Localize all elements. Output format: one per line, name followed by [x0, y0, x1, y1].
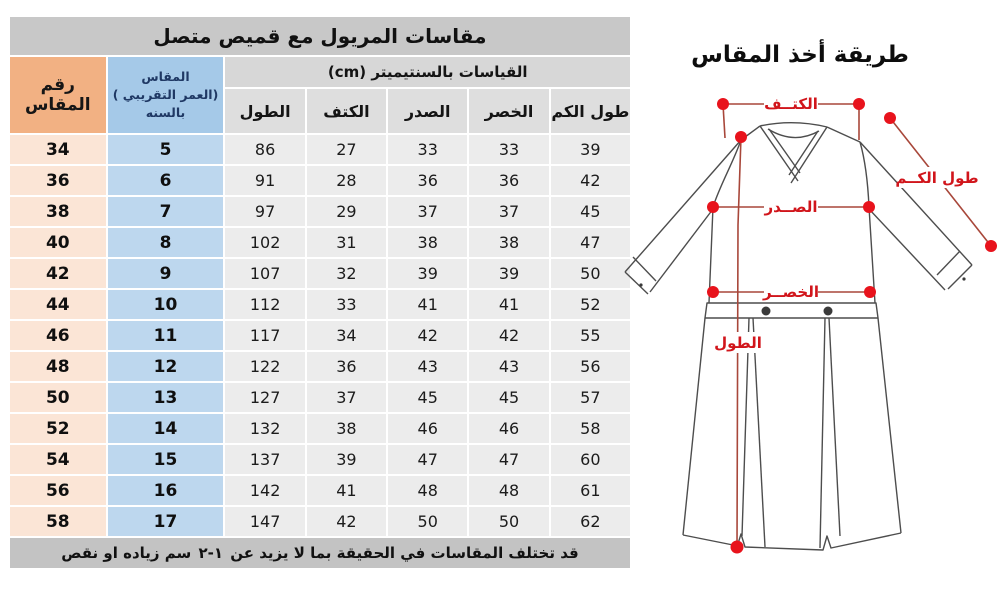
measurement-cell: 45 [469, 383, 548, 412]
measurement-cell: 28 [307, 166, 386, 195]
size-number-cell: 48 [10, 352, 106, 381]
size-number-cell: 46 [10, 321, 106, 350]
measurement-cell: 117 [225, 321, 304, 350]
size-table [8, 15, 632, 570]
measurement-cell: 50 [551, 259, 630, 288]
measurement-cell: 38 [388, 228, 467, 257]
measurement-cell: 147 [225, 507, 304, 536]
measurement-cell: 86 [225, 135, 304, 164]
measurement-cell: 39 [551, 135, 630, 164]
age-cell: 13 [108, 383, 224, 412]
size-number-cell: 58 [10, 507, 106, 536]
table-row [10, 321, 630, 350]
footnote-before: قد تختلف المقاسات في الحقيقة بما لا يزيد عن [225, 544, 579, 562]
size-number-cell: 52 [10, 414, 106, 443]
age-header [108, 57, 224, 133]
measurement-cell: 39 [388, 259, 467, 288]
size-table-section [8, 15, 634, 570]
table-row [10, 352, 630, 381]
measurement-cell: 42 [551, 166, 630, 195]
measurement-cell: 37 [388, 197, 467, 226]
measurement-cell: 60 [551, 445, 630, 474]
label-backplates [716, 94, 979, 353]
measurement-diagram [620, 0, 1000, 589]
measurement-cell: 46 [469, 414, 548, 443]
garment-diagram-svg [620, 85, 1000, 589]
measurement-cell: 122 [225, 352, 304, 381]
measurement-cell: 47 [551, 228, 630, 257]
age-header-line3: بالسنه [145, 105, 186, 121]
measurement-cell: 97 [225, 197, 304, 226]
measurement-cell: 31 [307, 228, 386, 257]
measurement-cell: 27 [307, 135, 386, 164]
footnote-after: سم زياده او نقص [61, 544, 197, 562]
measurement-cell: 34 [307, 321, 386, 350]
size-number-cell: 56 [10, 476, 106, 505]
size-number-cell: 40 [10, 228, 106, 257]
age-header-line2: (العمر التقريبي ) [112, 86, 219, 102]
measurement-cell: 47 [469, 445, 548, 474]
measure-dots [707, 98, 997, 554]
age-cell: 15 [108, 445, 224, 474]
measurement-cell: 42 [388, 321, 467, 350]
age-cell: 10 [108, 290, 224, 319]
age-cell: 5 [108, 135, 224, 164]
measurement-cell: 61 [551, 476, 630, 505]
measurement-cell: 62 [551, 507, 630, 536]
measurement-cell: 46 [388, 414, 467, 443]
table-row [10, 476, 630, 505]
table-row [10, 414, 630, 443]
measurement-cell: 50 [388, 507, 467, 536]
table-row [10, 228, 630, 257]
size-number-cell: 38 [10, 197, 106, 226]
measurement-cell: 132 [225, 414, 304, 443]
age-cell: 14 [108, 414, 224, 443]
col-header-waist: الخصر [469, 89, 548, 133]
measurement-cell: 43 [469, 352, 548, 381]
table-row [10, 383, 630, 412]
measurement-cell: 36 [307, 352, 386, 381]
size-number-cell: 42 [10, 259, 106, 288]
measurement-cell: 32 [307, 259, 386, 288]
measurement-cell: 47 [388, 445, 467, 474]
measurement-cell: 107 [225, 259, 304, 288]
measurement-cell: 137 [225, 445, 304, 474]
col-header-length: الطول [225, 89, 304, 133]
sleeve-length-label: طول الكــم [895, 169, 979, 187]
measurement-cell: 142 [225, 476, 304, 505]
table-row [10, 445, 630, 474]
col-header-sleeve: طول الكم [551, 89, 630, 133]
size-number-cell: 36 [10, 166, 106, 195]
measurement-cell: 50 [469, 507, 548, 536]
measurement-cell: 38 [307, 414, 386, 443]
age-cell: 16 [108, 476, 224, 505]
age-cell: 8 [108, 228, 224, 257]
measurement-cell: 33 [307, 290, 386, 319]
table-row [10, 290, 630, 319]
col-header-chest: الصدر [388, 89, 467, 133]
table-row [10, 166, 630, 195]
measurement-cell: 45 [551, 197, 630, 226]
diagram-title: طريقة أخذ المقاس [691, 42, 909, 68]
cm-units-header: القياسات بالسنتيميتر (cm) [225, 57, 630, 87]
measurement-cell: 55 [551, 321, 630, 350]
measurement-cell: 91 [225, 166, 304, 195]
footnote-range: ١-٢ [198, 544, 224, 562]
table-title: مقاسات المريول مع قميص متصل [10, 17, 630, 55]
measurement-cell: 41 [388, 290, 467, 319]
measurement-cell: 39 [307, 445, 386, 474]
size-number-cell: 54 [10, 445, 106, 474]
measurement-cell: 112 [225, 290, 304, 319]
col-header-shoulder: الكتف [307, 89, 386, 133]
age-header-line1: المقاس [141, 68, 190, 84]
measurement-cell: 102 [225, 228, 304, 257]
measurement-cell: 127 [225, 383, 304, 412]
measurement-cell: 48 [388, 476, 467, 505]
measurement-cell: 58 [551, 414, 630, 443]
age-cell: 12 [108, 352, 224, 381]
size-table-body [10, 135, 630, 536]
measurement-cell: 48 [469, 476, 548, 505]
measurement-cell: 36 [469, 166, 548, 195]
size-number-cell: 34 [10, 135, 106, 164]
measurement-cell: 42 [469, 321, 548, 350]
measurement-cell: 41 [469, 290, 548, 319]
table-row [10, 259, 630, 288]
measurement-cell: 33 [469, 135, 548, 164]
age-cell: 17 [108, 507, 224, 536]
footnote [10, 538, 630, 568]
measurement-cell: 29 [307, 197, 386, 226]
waist-label: الخصــر [763, 283, 819, 301]
table-row [10, 135, 630, 164]
measurement-cell: 36 [388, 166, 467, 195]
measurement-cell: 33 [388, 135, 467, 164]
size-number-cell: 50 [10, 383, 106, 412]
chest-label: الصــدر [764, 198, 818, 216]
measurement-cell: 56 [551, 352, 630, 381]
measurement-cell: 38 [469, 228, 548, 257]
age-cell: 6 [108, 166, 224, 195]
age-cell: 11 [108, 321, 224, 350]
length-label: الطول [714, 334, 762, 352]
measurement-cell: 52 [551, 290, 630, 319]
measurement-cell: 42 [307, 507, 386, 536]
age-cell: 9 [108, 259, 224, 288]
table-row [10, 507, 630, 536]
measurement-cell: 57 [551, 383, 630, 412]
measurement-cell: 45 [388, 383, 467, 412]
table-row [10, 197, 630, 226]
measurement-cell: 37 [469, 197, 548, 226]
size-number-cell: 44 [10, 290, 106, 319]
age-cell: 7 [108, 197, 224, 226]
measurement-cell: 39 [469, 259, 548, 288]
shoulder-label: الكتــف [764, 95, 818, 113]
measurement-cell: 43 [388, 352, 467, 381]
size-number-header: رقم المقاس [10, 57, 106, 133]
measurement-cell: 41 [307, 476, 386, 505]
measurement-cell: 37 [307, 383, 386, 412]
